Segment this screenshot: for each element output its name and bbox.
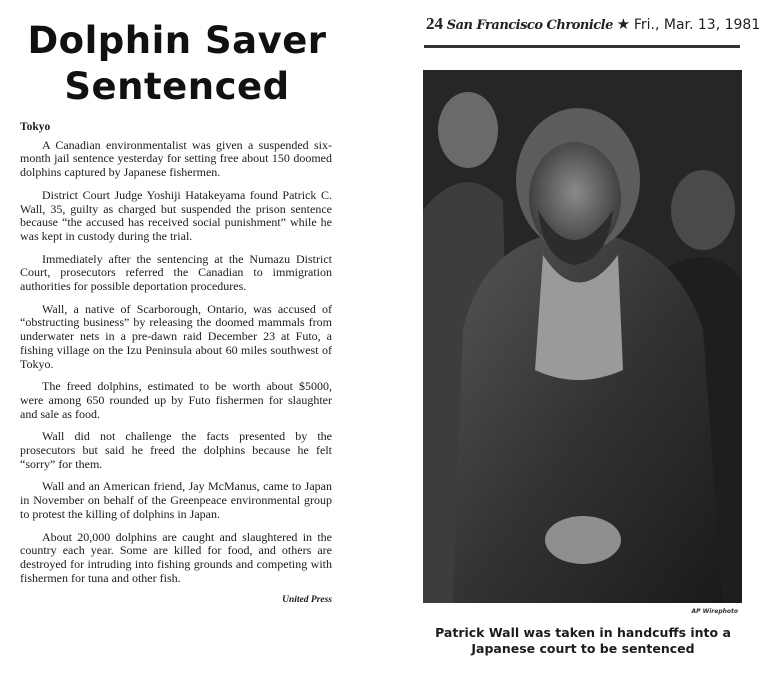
article-body — [20, 121, 332, 608]
paragraph: Immediately after the sentencing at the Numazu District Court, prosecutors referred the Canadian to immigration authorities for possible deportation procedures. — [20, 251, 332, 294]
paragraph: Wall and an American friend, Jay McManus, came to Japan in November on behalf of the Greenpeace environmental group to protest the killing of dolphins in Japan. — [20, 479, 332, 521]
headline: Dolphin Saver Sentenced — [27, 19, 327, 108]
paragraph: About 20,000 dolphins are caught and slaughtered in the country each year. Some are killed for food, and others are destroyed for intruding into fishing grounds and competing with fishermen for tuna and other fish. — [20, 529, 332, 585]
masthead-rule — [424, 45, 740, 48]
paragraph: District Court Judge Yoshiji Hatakeyama found Patrick C. Wall, 35, guilty as charged but suspended the prison sentence because “the accused has received social punishment” while he was kept in custody during the trial. — [20, 187, 332, 243]
photo-caption: Patrick Wall was taken in handcuffs into a Japanese court to be sentenced — [435, 625, 731, 656]
paragraph: The freed dolphins, estimated to be worth about $5000, were among 650 rounded up by Futo fishermen for slaughter and sale as food. — [20, 379, 332, 421]
dateline: Tokyo — [20, 121, 51, 133]
photo-illustration — [423, 70, 742, 603]
paragraph: A Canadian environmentalist was given a suspended six-month jail sentence yesterday for setting free about 150 doomed dolphins captured by Japanese fishermen. — [20, 137, 332, 180]
wire-credit: United Press — [282, 595, 332, 606]
star-icon: ★ — [616, 17, 631, 33]
paper-name: San Francisco Chronicle — [446, 18, 613, 33]
news-photo — [423, 70, 742, 603]
publication-date: Fri., Mar. 13, 1981 — [633, 17, 761, 33]
photo-credit: AP Wirephoto — [691, 608, 738, 615]
page-number: 24 — [426, 14, 443, 33]
paragraph: Wall did not challenge the facts presented by the prosecutors but said he freed the dolphins because he felt “sorry” for them. — [20, 429, 332, 471]
paragraph: Wall, a native of Scarborough, Ontario, was accused of “obstructing business” by releasing the doomed mammals from underwater nets in a pre-dawn raid December 23 at Futo, a fishing village on the Izu Peninsula about 60 miles southwest of Tokyo. — [20, 301, 332, 371]
masthead — [426, 14, 761, 34]
